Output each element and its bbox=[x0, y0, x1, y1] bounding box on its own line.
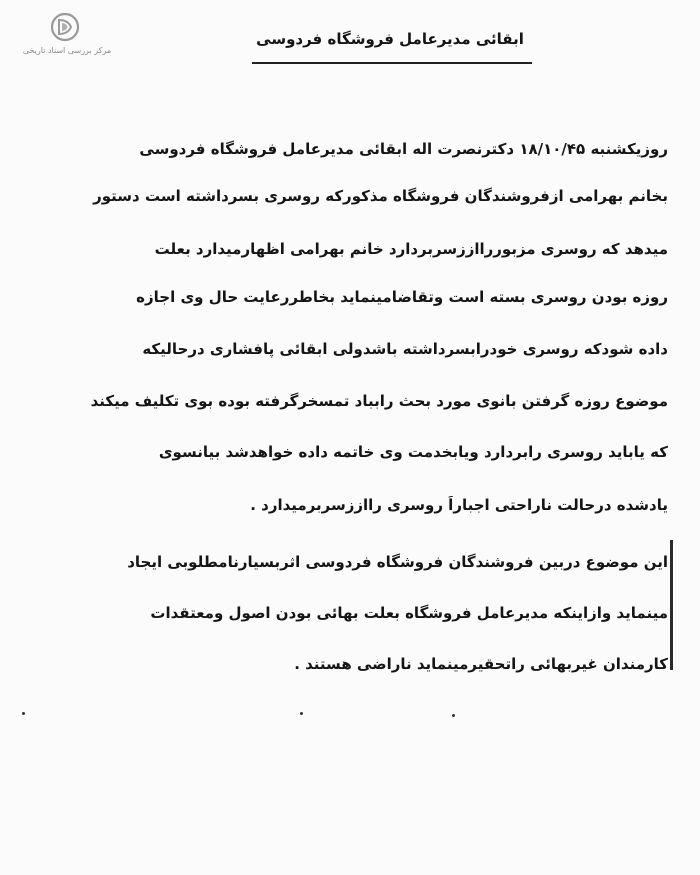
archive-logo-icon bbox=[50, 12, 80, 42]
document-line: که یاباید روسری رابردارد ویابخدمت وی خاتمه داده خواهدشد بیانسوی bbox=[158, 443, 668, 461]
watermark-text: مرکز بررسی اسناد تاریخی bbox=[22, 46, 112, 55]
document-line: میدهد که روسری مزبوررااززسربردارد خانم بهرامی اظهارمیدارد بعلت bbox=[154, 240, 668, 258]
title-underline bbox=[252, 62, 532, 64]
document-line: یادشده درحالت ناراحتی اجباراً روسری رااززسربرمیدارد . bbox=[250, 496, 668, 514]
document-line: این موضوع دربین فروشندگان فروشگاه فردوسی اثربسیارنامطلوبی ایجاد bbox=[127, 553, 668, 571]
document-line: موضوع روزه گرفتن بانوی مورد بحث رابباد تمسخرگرفته بوده بوی تکلیف میکند bbox=[90, 392, 668, 410]
watermark bbox=[12, 8, 122, 64]
document-line: داده شودکه روسری خودرابسرداشته باشدولی ابقائی پافشاری درحالیکه bbox=[142, 340, 668, 358]
margin-mark bbox=[670, 540, 673, 670]
ink-speck bbox=[300, 712, 303, 715]
document-line: کارمندان غیربهائی راتحقیرمینماید ناراضی هستند . bbox=[294, 655, 668, 673]
document-line: بخانم بهرامی ازفروشندگان فروشگاه مذکورکه روسری بسرداشته است دستور bbox=[93, 187, 668, 205]
ink-speck bbox=[22, 712, 25, 715]
document-line: روزیکشنبه ۱۸/۱۰/۴۵ دکترنصرت اله ابقائی مدیرعامل فروشگاه فردوسی bbox=[139, 140, 668, 158]
document-line: روزه بودن روسری بسته است وتقاضامینماید بخاطررعایت حال وی اجازه bbox=[136, 288, 668, 306]
ink-speck bbox=[452, 714, 455, 717]
document-line: مینماید وازاینکه مدیرعامل فروشگاه بعلت بهائی بودن اصول ومعتقدات bbox=[150, 604, 668, 622]
document-title: ابقائی مدیرعامل فروشگاه فردوسی bbox=[256, 30, 524, 48]
